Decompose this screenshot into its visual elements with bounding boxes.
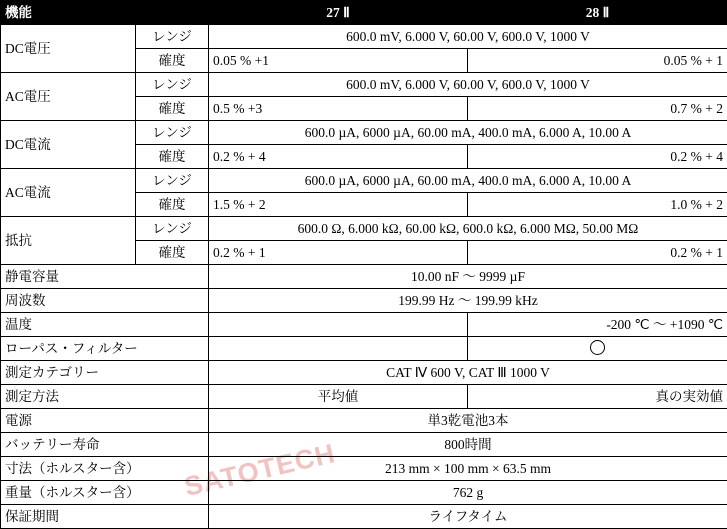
row-value-both-models: 600.0 µA, 6000 µA, 60.00 mA, 400.0 mA, 6.000 A, 10.00 A: [209, 169, 727, 193]
row-value-both-models: 600.0 mV, 6.000 V, 60.00 V, 600.0 V, 1000 V: [209, 73, 727, 97]
table-header: [1, 1, 727, 25]
column-header-model-28ii: 28 Ⅱ: [468, 1, 727, 25]
row-value-27ii: 平均値: [209, 385, 468, 409]
row-function-label: 静電容量: [1, 265, 209, 289]
row-value-28ii: 1.0 % + 2: [468, 193, 727, 217]
row-subcategory-label: 確度: [136, 241, 209, 265]
row-value-27ii: 0.2 % + 4: [209, 145, 468, 169]
row-function-label: 保証期間: [1, 505, 209, 529]
row-function-label: 測定方法: [1, 385, 209, 409]
row-value-both-models: 600.0 mV, 6.000 V, 60.00 V, 600.0 V, 1000 V: [209, 25, 727, 49]
table-body: [1, 25, 727, 529]
row-value-28ii: [468, 337, 727, 361]
table-row: [1, 385, 727, 409]
row-function-label: DC電圧: [1, 25, 136, 73]
row-value-both-models: 213 mm × 100 mm × 63.5 mm: [209, 457, 727, 481]
row-value-28ii: -200 ℃ 〜 +1090 ℃: [468, 313, 727, 337]
row-function-label: DC電流: [1, 121, 136, 169]
table-row: [1, 217, 727, 241]
table-row: [1, 265, 727, 289]
row-value-27ii: 0.2 % + 1: [209, 241, 468, 265]
row-subcategory-label: レンジ: [136, 217, 209, 241]
row-value-27ii: [209, 313, 468, 337]
row-value-both-models: 10.00 nF 〜 9999 µF: [209, 265, 727, 289]
table-row: [1, 505, 727, 529]
row-value-27ii: 0.5 % +3: [209, 97, 468, 121]
table-row: [1, 289, 727, 313]
row-value-both-models: 800時間: [209, 433, 727, 457]
row-value-both-models: 600.0 µA, 6000 µA, 60.00 mA, 400.0 mA, 6.000 A, 10.00 A: [209, 121, 727, 145]
row-function-label: 重量（ホルスター含）: [1, 481, 209, 505]
row-value-28ii: 0.7 % + 2: [468, 97, 727, 121]
row-function-label: 測定カテゴリー: [1, 361, 209, 385]
row-value-28ii: 0.2 % + 1: [468, 241, 727, 265]
row-subcategory-label: 確度: [136, 97, 209, 121]
table-row: [1, 481, 727, 505]
row-function-label: 寸法（ホルスター含）: [1, 457, 209, 481]
row-value-both-models: ライフタイム: [209, 505, 727, 529]
row-value-both-models: 600.0 Ω, 6.000 kΩ, 60.00 kΩ, 600.0 kΩ, 6.000 MΩ, 50.00 MΩ: [209, 217, 727, 241]
table-header-row: [1, 1, 727, 25]
row-value-both-models: 762 g: [209, 481, 727, 505]
row-value-27ii: [209, 337, 468, 361]
table-row: [1, 433, 727, 457]
row-value-both-models: CAT Ⅳ 600 V, CAT Ⅲ 1000 V: [209, 361, 727, 385]
table-row: [1, 313, 727, 337]
table-row: [1, 361, 727, 385]
circle-icon: [590, 340, 605, 355]
row-function-label: AC電圧: [1, 73, 136, 121]
row-value-both-models: 199.99 Hz 〜 199.99 kHz: [209, 289, 727, 313]
row-value-both-models: 単3乾電池3本: [209, 409, 727, 433]
column-header-function: 機能: [1, 1, 209, 25]
row-subcategory-label: 確度: [136, 49, 209, 73]
row-function-label: 周波数: [1, 289, 209, 313]
table-row: [1, 169, 727, 193]
row-subcategory-label: レンジ: [136, 25, 209, 49]
table-row: [1, 121, 727, 145]
row-function-label: ローパス・フィルター: [1, 337, 209, 361]
row-value-27ii: 0.05 % +1: [209, 49, 468, 73]
row-function-label: バッテリー寿命: [1, 433, 209, 457]
row-function-label: AC電流: [1, 169, 136, 217]
table-row: [1, 409, 727, 433]
row-value-28ii: 0.2 % + 4: [468, 145, 727, 169]
row-value-27ii: 1.5 % + 2: [209, 193, 468, 217]
row-subcategory-label: レンジ: [136, 73, 209, 97]
row-function-label: 電源: [1, 409, 209, 433]
row-function-label: 抵抗: [1, 217, 136, 265]
row-subcategory-label: 確度: [136, 193, 209, 217]
row-value-28ii: 真の実効値: [468, 385, 727, 409]
row-subcategory-label: 確度: [136, 145, 209, 169]
table-row: [1, 73, 727, 97]
row-subcategory-label: レンジ: [136, 169, 209, 193]
column-header-model-27ii: 27 Ⅱ: [209, 1, 468, 25]
table-row: [1, 457, 727, 481]
table-row: [1, 337, 727, 361]
watermark: SATOTECH: [181, 438, 338, 503]
row-function-label: 温度: [1, 313, 209, 337]
row-subcategory-label: レンジ: [136, 121, 209, 145]
table-row: [1, 25, 727, 49]
row-value-28ii: 0.05 % + 1: [468, 49, 727, 73]
